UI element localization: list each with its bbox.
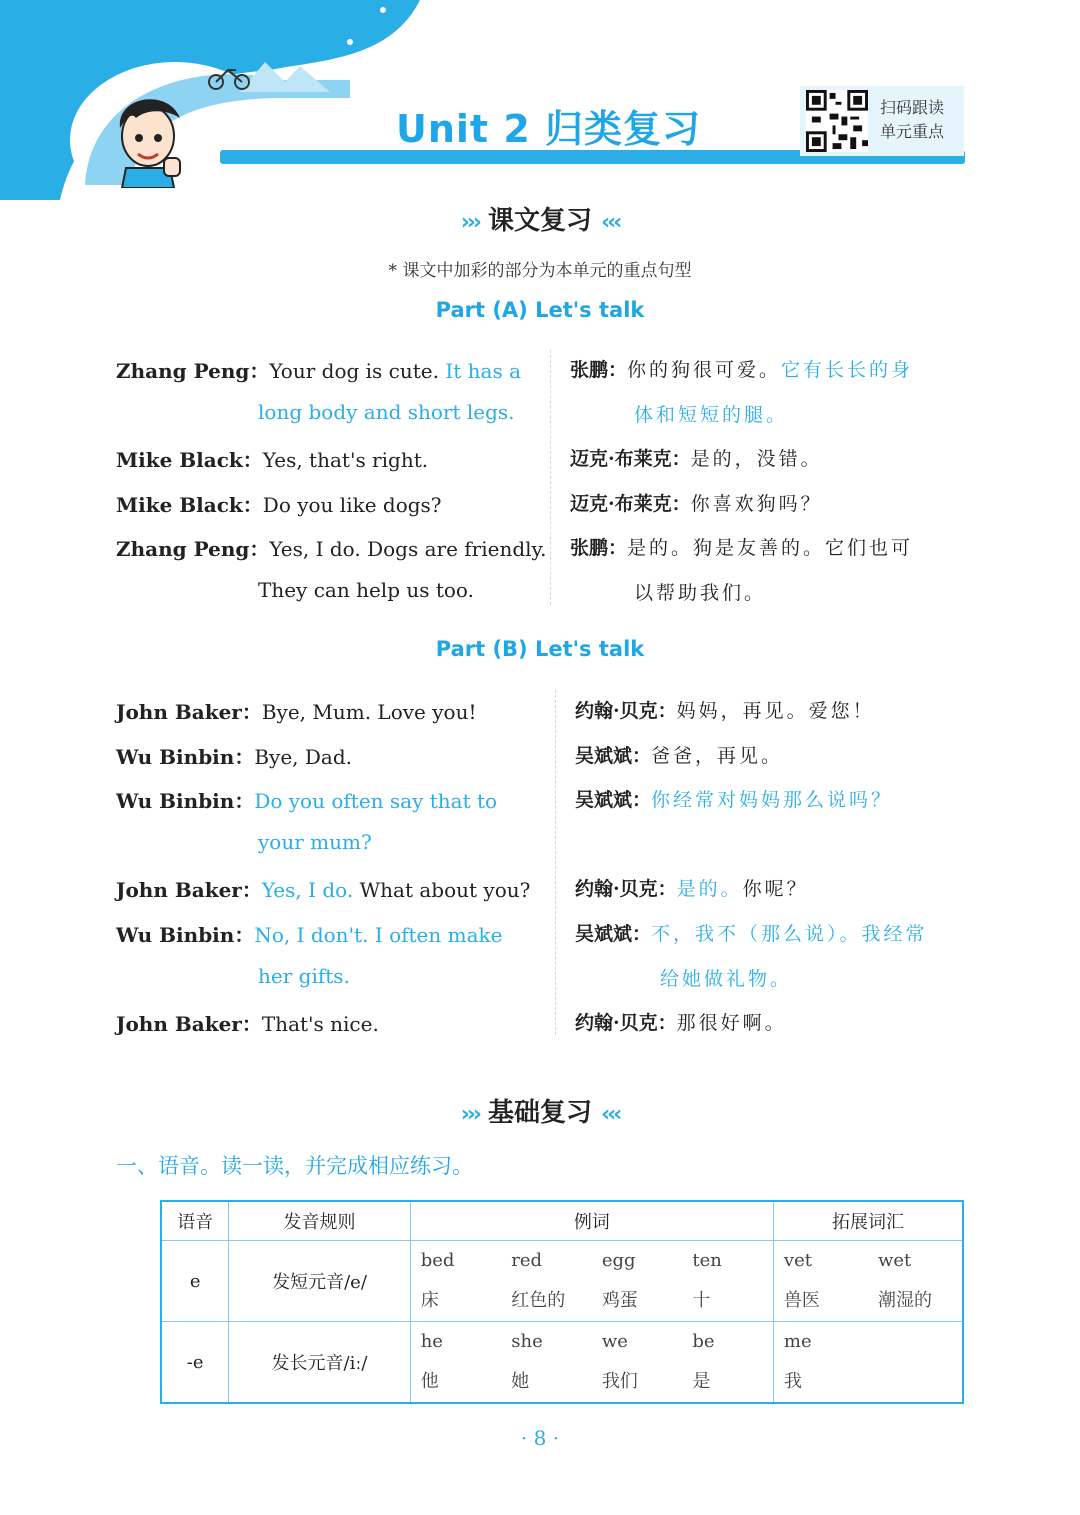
dialogue-line [116, 919, 502, 948]
dialogue-text: Your dog is cute. [269, 359, 446, 383]
dialogue-line [116, 355, 521, 384]
example-meaning: 她 [511, 1371, 530, 1392]
dialogue-line [258, 964, 350, 988]
speaker-name: Zhang Peng： [116, 537, 270, 562]
speaker-name: 约翰·贝克： [575, 878, 677, 901]
example-meaning: 他 [420, 1371, 439, 1392]
dialogue-text: 你喜欢狗吗？ [690, 492, 823, 515]
dialogue-text: Bye, Dad. [254, 744, 352, 769]
dialogue-line [575, 874, 809, 901]
table-row [161, 1322, 963, 1404]
example-meaning: 我们 [601, 1371, 638, 1392]
dialogue-text: Yes, that's right. [262, 448, 429, 473]
example-word: ten [692, 1250, 722, 1271]
dialogue-line [116, 1008, 379, 1037]
unit-title: Unit 2 归类复习 [396, 107, 701, 151]
speaker-name: 约翰·贝克： [575, 1012, 677, 1035]
extended-grid [774, 1241, 962, 1321]
header-sound: 语音 [161, 1201, 229, 1241]
key-sentence: 不，我不（那么说）。我经常 [651, 923, 928, 945]
dialogue-text: 爸爸，再见。 [651, 744, 784, 767]
page-number: · 8 · [520, 1426, 560, 1450]
speaker-name: 张鹏： [570, 537, 628, 560]
section-note: * 课文中加彩的部分为本单元的重点句型 [388, 261, 692, 281]
qr-label-line2: 单元重点 [880, 122, 945, 141]
extended-meaning [868, 1362, 962, 1402]
dialogue-line [258, 400, 515, 424]
left-chevrons-icon: ‹‹‹ [601, 210, 620, 235]
extended-meaning: 兽医 [783, 1290, 820, 1311]
speaker-name: Mike Black： [116, 448, 263, 473]
speaker-name: 迈克·布莱克： [570, 448, 691, 471]
dialogue-line [116, 533, 547, 562]
divider [555, 690, 556, 1035]
section-title-basic-review [0, 1092, 1080, 1129]
extended-meaning: 我 [783, 1371, 802, 1392]
speaker-name: 吴斌斌： [575, 744, 652, 767]
dialogue-line [116, 489, 442, 518]
right-chevrons-icon: ››› [460, 1102, 479, 1127]
qr-label [880, 96, 944, 144]
dialogue-line [575, 919, 928, 946]
speaker-name: Wu Binbin： [116, 744, 255, 769]
example-word: egg [601, 1250, 636, 1271]
speaker-name: 张鹏： [570, 359, 628, 381]
speaker-name: John Baker： [116, 1012, 262, 1037]
dialogue-text: 妈妈，再见。爱您！ [676, 700, 875, 722]
key-sentence: your mum? [258, 829, 372, 854]
dialogue-line [116, 785, 497, 814]
header-examples: 例词 [410, 1201, 773, 1241]
header-extended: 拓展词汇 [773, 1201, 963, 1241]
speaker-name: 吴斌斌： [575, 923, 652, 945]
dialogue-line [116, 696, 477, 725]
dialogue-line [634, 400, 788, 427]
speaker-name: 约翰·贝克： [575, 700, 677, 722]
part-a-title: Part (A) Let's talk [435, 298, 645, 322]
phonics-table [160, 1200, 964, 1404]
speaker-name: Mike Black： [116, 492, 263, 517]
dialogue-text: What about you? [353, 878, 531, 903]
example-word: red [511, 1250, 543, 1271]
example-meaning: 十 [692, 1290, 711, 1311]
dialogue-text: Yes, I do. Dogs are friendly. [269, 537, 547, 562]
dialogue-text: 以帮助我们。 [634, 582, 767, 604]
extended-word [868, 1322, 962, 1362]
dialogue-line [575, 785, 893, 812]
dialogue-line [575, 741, 783, 768]
table-header-row [161, 1201, 963, 1241]
divider [550, 350, 551, 605]
dialogue-text: They can help us too. [258, 578, 474, 602]
dialogue-line [116, 444, 428, 473]
speaker-name: 吴斌斌： [575, 789, 652, 812]
dialogue-line [570, 533, 913, 560]
key-sentence: her gifts. [258, 963, 350, 988]
sound-cell: e [161, 1241, 229, 1322]
dialogue-line [116, 874, 530, 903]
key-sentence: 是的。 [676, 878, 743, 901]
section2-title: 基础复习 [487, 1098, 592, 1128]
key-sentence: Yes, I do. [261, 878, 354, 903]
qr-label-line1: 扫码跟读 [880, 98, 945, 117]
example-word: he [420, 1331, 443, 1352]
key-sentence: 给她做礼物。 [660, 967, 793, 990]
dialogue-line [258, 830, 372, 854]
example-meaning: 床 [420, 1290, 439, 1311]
extended-word: me [783, 1331, 812, 1352]
speaker-name: John Baker： [116, 700, 262, 724]
dialogue-line [258, 578, 474, 602]
speaker-name: Wu Binbin： [116, 789, 255, 814]
dialogue-line [634, 578, 766, 605]
section1-title: 课文复习 [487, 206, 592, 236]
extended-cell [773, 1241, 963, 1322]
dialogue-line [116, 741, 352, 770]
sound-cell: -e [161, 1322, 229, 1404]
key-sentence: Do you often say that to [254, 789, 498, 814]
task-heading: 一、语音。读一读，并完成相应练习。 [116, 1154, 473, 1178]
example-word: she [511, 1331, 543, 1352]
rule-cell: 发短元音/e/ [229, 1241, 410, 1322]
dialogue-text: 是的，没错。 [690, 448, 823, 471]
dialogue-line [660, 964, 792, 991]
rule-cell: 发长元音/iː/ [229, 1322, 410, 1404]
dialogue-text: 你的狗很可爱。 [627, 359, 782, 381]
key-sentence: 它有长长的身 [781, 359, 914, 381]
key-sentence: 体和短短的腿。 [634, 403, 789, 426]
dialogue-text: Do you like dogs? [262, 492, 442, 517]
boy-avatar [108, 88, 192, 188]
example-meaning: 红色的 [511, 1290, 566, 1311]
example-meaning: 是 [692, 1371, 711, 1392]
extended-meaning: 潮湿的 [877, 1290, 932, 1311]
section-title-text-review [0, 200, 1080, 237]
key-sentence: It has a [445, 359, 521, 383]
examples-grid [411, 1322, 773, 1402]
example-word: bed [420, 1250, 455, 1271]
dialogue-line [575, 696, 875, 723]
dialogue-line [570, 444, 823, 471]
speaker-name: 迈克·布莱克： [570, 492, 691, 515]
dialogue-line [575, 1008, 787, 1035]
key-sentence: long body and short legs. [258, 399, 515, 424]
dialogue-text: 是的。狗是友善的。它们也可 [627, 537, 914, 560]
extended-grid [774, 1322, 962, 1402]
extended-cell [773, 1322, 963, 1404]
example-meaning: 鸡蛋 [601, 1290, 638, 1311]
dialogue-line [570, 355, 913, 382]
speaker-name: Zhang Peng： [116, 359, 270, 383]
dialogue-text: 那很好啊。 [676, 1012, 787, 1035]
table-row [161, 1241, 963, 1322]
dialogue-text: That's nice. [261, 1012, 379, 1037]
header-rule: 发音规则 [229, 1201, 410, 1241]
dialogue-line [570, 489, 823, 516]
speaker-name: Wu Binbin： [116, 923, 255, 947]
examples-cell [410, 1322, 773, 1404]
left-chevrons-icon: ‹‹‹ [601, 1102, 620, 1127]
dialogue-text: 你呢？ [742, 878, 809, 901]
extended-word: wet [877, 1250, 912, 1271]
right-chevrons-icon: ››› [460, 210, 479, 235]
key-sentence: 你经常对妈妈那么说吗？ [651, 789, 894, 812]
part-b-title: Part (B) Let's talk [435, 637, 645, 661]
extended-word: vet [783, 1250, 812, 1271]
examples-cell [410, 1241, 773, 1322]
dialogue-text: Bye, Mum. Love you! [261, 700, 477, 724]
key-sentence: No, I don't. I often make [254, 923, 503, 947]
qr-code-icon[interactable] [806, 90, 868, 152]
example-word: we [601, 1331, 628, 1352]
speaker-name: John Baker： [116, 878, 262, 903]
examples-grid [411, 1241, 773, 1321]
example-word: be [692, 1331, 715, 1352]
